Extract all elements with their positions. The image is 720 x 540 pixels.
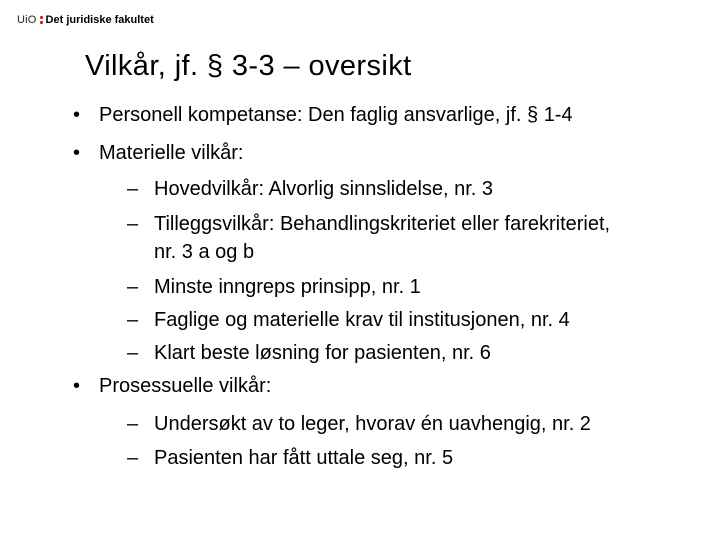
sub-bullet-text: Hovedvilkår: Alvorlig sinnslidelse, nr. 3 [154,178,494,200]
dash-marker: – [127,276,139,298]
dash-marker: – [127,309,139,331]
dash-marker: – [127,178,139,200]
uio-logo: UiO [17,14,37,26]
sub-bullet-text: nr. 3 a og b [154,241,255,263]
sub-bullet-text: Minste inngreps prinsipp, nr. 1 [154,276,421,298]
sub-bullet-text: Tilleggsvilkår: Behandlingskriteriet eller farekriteriet, [154,213,611,235]
slide-title: Vilkår, jf. § 3-3 – oversikt [85,50,412,82]
bullet-text: Personell kompetanse: Den faglig ansvarlige, jf. § 1-4 [99,104,573,126]
bullet-text: Materielle vilkår: [99,142,244,164]
bullet-marker: • [73,104,81,126]
sub-bullet-text: Pasienten har fått uttale seg, nr. 5 [154,447,454,469]
bullet-marker: • [73,375,81,397]
bullet-text: Prosessuelle vilkår: [99,375,272,397]
dash-marker: – [127,342,139,364]
dash-marker: – [127,447,139,469]
bullet-marker: • [73,142,81,164]
dash-marker: – [127,413,139,435]
sub-bullet-text: Undersøkt av to leger, hvorav én uavhengig, nr. 2 [154,413,591,435]
sub-bullet-text: Faglige og materielle krav til institusjonen, nr. 4 [154,309,570,331]
sub-bullet-text: Klart beste løsning for pasienten, nr. 6 [154,342,491,364]
faculty-name: Det juridiske fakultet [45,14,154,26]
dash-marker: – [127,213,139,235]
